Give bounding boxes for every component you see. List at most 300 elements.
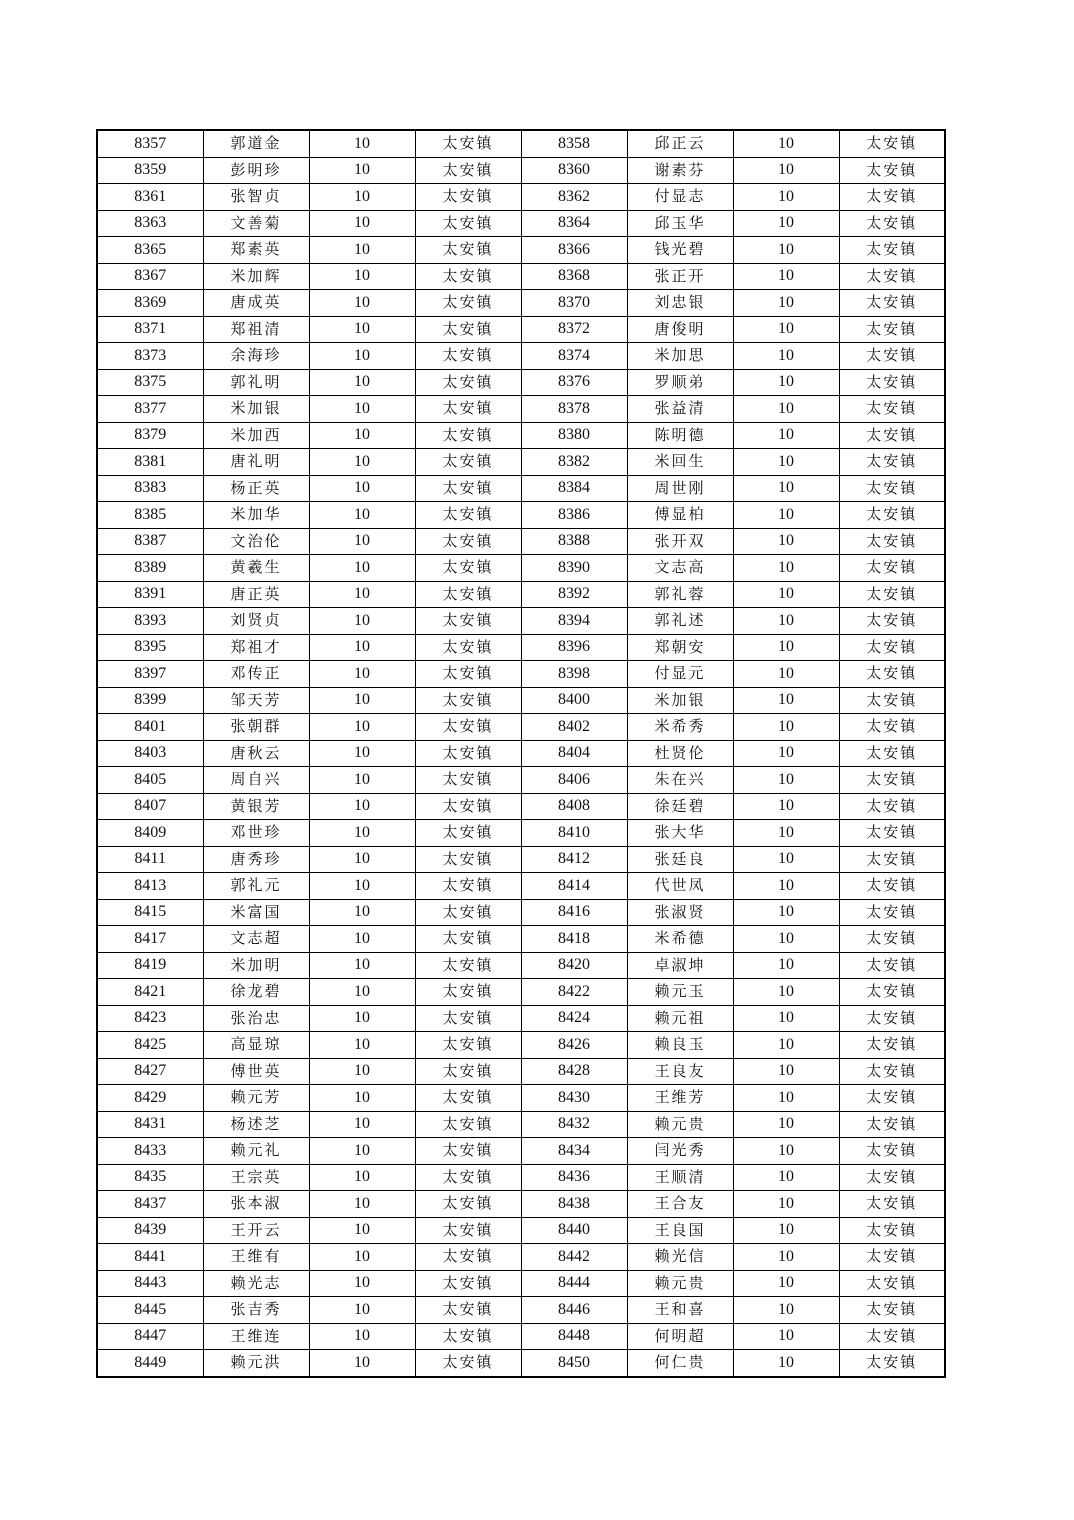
record-id-cell: 8448: [521, 1323, 627, 1350]
table-row: [97, 396, 945, 423]
amount-cell: 10: [309, 263, 415, 290]
record-id-cell: 8365: [97, 237, 203, 264]
table-row: [97, 740, 945, 767]
person-name-cell: 张治忠: [203, 1005, 309, 1032]
record-id-cell: 8402: [521, 714, 627, 741]
amount-cell: 10: [309, 1164, 415, 1191]
amount-cell: 10: [309, 820, 415, 847]
record-id-cell: 8389: [97, 555, 203, 582]
town-cell: 太安镇: [415, 767, 521, 794]
amount-cell: 10: [309, 237, 415, 264]
record-id-cell: 8370: [521, 290, 627, 317]
record-id-cell: 8390: [521, 555, 627, 582]
town-cell: 太安镇: [415, 528, 521, 555]
table-row: [97, 846, 945, 873]
record-id-cell: 8440: [521, 1217, 627, 1244]
table-row: [97, 1270, 945, 1297]
amount-cell: 10: [309, 979, 415, 1006]
record-id-cell: 8369: [97, 290, 203, 317]
record-id-cell: 8430: [521, 1085, 627, 1112]
person-name-cell: 唐正英: [203, 581, 309, 608]
amount-cell: 10: [733, 1244, 839, 1271]
person-name-cell: 王良国: [627, 1217, 733, 1244]
amount-cell: 10: [733, 846, 839, 873]
record-id-cell: 8386: [521, 502, 627, 529]
record-id-cell: 8423: [97, 1005, 203, 1032]
amount-cell: 10: [309, 396, 415, 423]
person-name-cell: 唐成英: [203, 290, 309, 317]
person-name-cell: 郑素英: [203, 237, 309, 264]
table-row: [97, 449, 945, 476]
record-id-cell: 8403: [97, 740, 203, 767]
record-id-cell: 8438: [521, 1191, 627, 1218]
town-cell: 太安镇: [839, 846, 945, 873]
person-name-cell: 王合友: [627, 1191, 733, 1218]
record-id-cell: 8433: [97, 1138, 203, 1165]
amount-cell: 10: [309, 555, 415, 582]
person-name-cell: 张淑贤: [627, 899, 733, 926]
record-id-cell: 8392: [521, 581, 627, 608]
record-id-cell: 8381: [97, 449, 203, 476]
table-row: [97, 1297, 945, 1324]
table-row: [97, 528, 945, 555]
town-cell: 太安镇: [415, 608, 521, 635]
town-cell: 太安镇: [415, 1058, 521, 1085]
town-cell: 太安镇: [415, 1350, 521, 1377]
table-row: [97, 1217, 945, 1244]
table-row: [97, 237, 945, 264]
table-row: [97, 369, 945, 396]
person-name-cell: 唐礼明: [203, 449, 309, 476]
person-name-cell: 文志超: [203, 926, 309, 953]
record-id-cell: 8404: [521, 740, 627, 767]
person-name-cell: 郑祖才: [203, 634, 309, 661]
town-cell: 太安镇: [415, 475, 521, 502]
amount-cell: 10: [733, 634, 839, 661]
town-cell: 太安镇: [839, 1058, 945, 1085]
town-cell: 太安镇: [839, 687, 945, 714]
record-id-cell: 8380: [521, 422, 627, 449]
town-cell: 太安镇: [839, 449, 945, 476]
person-name-cell: 赖元玉: [627, 979, 733, 1006]
town-cell: 太安镇: [415, 343, 521, 370]
town-cell: 太安镇: [839, 184, 945, 211]
record-id-cell: 8406: [521, 767, 627, 794]
person-name-cell: 刘贤贞: [203, 608, 309, 635]
town-cell: 太安镇: [839, 1138, 945, 1165]
person-name-cell: 张廷良: [627, 846, 733, 873]
record-id-cell: 8362: [521, 184, 627, 211]
amount-cell: 10: [733, 1297, 839, 1324]
town-cell: 太安镇: [839, 1350, 945, 1377]
record-id-cell: 8383: [97, 475, 203, 502]
person-name-cell: 米加思: [627, 343, 733, 370]
town-cell: 太安镇: [839, 1085, 945, 1112]
person-name-cell: 谢素芬: [627, 157, 733, 184]
table-row: [97, 290, 945, 317]
amount-cell: 10: [309, 1244, 415, 1271]
amount-cell: 10: [733, 820, 839, 847]
amount-cell: 10: [309, 846, 415, 873]
town-cell: 太安镇: [415, 1138, 521, 1165]
table-row: [97, 687, 945, 714]
person-name-cell: 何明超: [627, 1323, 733, 1350]
town-cell: 太安镇: [839, 767, 945, 794]
person-name-cell: 黄羲生: [203, 555, 309, 582]
town-cell: 太安镇: [839, 1297, 945, 1324]
record-id-cell: 8387: [97, 528, 203, 555]
amount-cell: 10: [733, 899, 839, 926]
person-name-cell: 王维有: [203, 1244, 309, 1271]
town-cell: 太安镇: [839, 581, 945, 608]
record-id-cell: 8396: [521, 634, 627, 661]
record-id-cell: 8401: [97, 714, 203, 741]
amount-cell: 10: [309, 1032, 415, 1059]
table-row: [97, 130, 945, 157]
amount-cell: 10: [309, 290, 415, 317]
amount-cell: 10: [733, 581, 839, 608]
record-id-cell: 8385: [97, 502, 203, 529]
amount-cell: 10: [733, 1350, 839, 1377]
record-id-cell: 8394: [521, 608, 627, 635]
person-name-cell: 文治伦: [203, 528, 309, 555]
person-name-cell: 周自兴: [203, 767, 309, 794]
amount-cell: 10: [309, 502, 415, 529]
table-row: [97, 820, 945, 847]
amount-cell: 10: [733, 1191, 839, 1218]
record-id-cell: 8371: [97, 316, 203, 343]
table-row: [97, 263, 945, 290]
person-name-cell: 张智贞: [203, 184, 309, 211]
table-row: [97, 502, 945, 529]
town-cell: 太安镇: [839, 1164, 945, 1191]
record-id-cell: 8439: [97, 1217, 203, 1244]
person-name-cell: 米希秀: [627, 714, 733, 741]
record-id-cell: 8361: [97, 184, 203, 211]
amount-cell: 10: [733, 210, 839, 237]
town-cell: 太安镇: [415, 1217, 521, 1244]
town-cell: 太安镇: [415, 979, 521, 1006]
record-id-cell: 8432: [521, 1111, 627, 1138]
table-row: [97, 157, 945, 184]
town-cell: 太安镇: [415, 290, 521, 317]
person-name-cell: 邱正云: [627, 130, 733, 157]
town-cell: 太安镇: [839, 1005, 945, 1032]
town-cell: 太安镇: [839, 475, 945, 502]
amount-cell: 10: [733, 263, 839, 290]
record-id-cell: 8376: [521, 369, 627, 396]
record-id-cell: 8447: [97, 1323, 203, 1350]
amount-cell: 10: [309, 714, 415, 741]
amount-cell: 10: [733, 1138, 839, 1165]
town-cell: 太安镇: [839, 290, 945, 317]
person-name-cell: 王顺清: [627, 1164, 733, 1191]
town-cell: 太安镇: [415, 899, 521, 926]
table-row: [97, 952, 945, 979]
town-cell: 太安镇: [415, 555, 521, 582]
person-name-cell: 米加银: [203, 396, 309, 423]
town-cell: 太安镇: [839, 952, 945, 979]
town-cell: 太安镇: [415, 130, 521, 157]
town-cell: 太安镇: [839, 979, 945, 1006]
person-name-cell: 赖元祖: [627, 1005, 733, 1032]
person-name-cell: 邹天芳: [203, 687, 309, 714]
person-name-cell: 朱在兴: [627, 767, 733, 794]
table-row: [97, 926, 945, 953]
person-name-cell: 郑祖清: [203, 316, 309, 343]
record-id-cell: 8420: [521, 952, 627, 979]
table-row: [97, 1085, 945, 1112]
person-name-cell: 高显琼: [203, 1032, 309, 1059]
amount-cell: 10: [733, 130, 839, 157]
record-id-cell: 8446: [521, 1297, 627, 1324]
table-row: [97, 422, 945, 449]
town-cell: 太安镇: [839, 1032, 945, 1059]
record-id-cell: 8399: [97, 687, 203, 714]
amount-cell: 10: [733, 767, 839, 794]
amount-cell: 10: [309, 369, 415, 396]
table-row: [97, 767, 945, 794]
amount-cell: 10: [309, 343, 415, 370]
town-cell: 太安镇: [415, 661, 521, 688]
person-name-cell: 赖元贵: [627, 1111, 733, 1138]
person-name-cell: 王开云: [203, 1217, 309, 1244]
amount-cell: 10: [733, 396, 839, 423]
town-cell: 太安镇: [415, 316, 521, 343]
record-id-cell: 8388: [521, 528, 627, 555]
person-name-cell: 邓传正: [203, 661, 309, 688]
person-name-cell: 闫光秀: [627, 1138, 733, 1165]
record-id-cell: 8391: [97, 581, 203, 608]
record-id-cell: 8445: [97, 1297, 203, 1324]
town-cell: 太安镇: [415, 210, 521, 237]
town-cell: 太安镇: [839, 237, 945, 264]
town-cell: 太安镇: [415, 740, 521, 767]
amount-cell: 10: [309, 130, 415, 157]
amount-cell: 10: [309, 581, 415, 608]
town-cell: 太安镇: [415, 1111, 521, 1138]
amount-cell: 10: [733, 1217, 839, 1244]
person-name-cell: 杜贤伦: [627, 740, 733, 767]
record-id-cell: 8435: [97, 1164, 203, 1191]
amount-cell: 10: [309, 899, 415, 926]
town-cell: 太安镇: [839, 820, 945, 847]
person-name-cell: 王维连: [203, 1323, 309, 1350]
table-row: [97, 184, 945, 211]
amount-cell: 10: [309, 661, 415, 688]
person-name-cell: 代世凤: [627, 873, 733, 900]
table-row: [97, 1191, 945, 1218]
record-id-cell: 8384: [521, 475, 627, 502]
town-cell: 太安镇: [415, 1323, 521, 1350]
amount-cell: 10: [733, 1058, 839, 1085]
amount-cell: 10: [309, 1111, 415, 1138]
amount-cell: 10: [309, 1005, 415, 1032]
table-row: [97, 1005, 945, 1032]
amount-cell: 10: [309, 608, 415, 635]
record-id-cell: 8426: [521, 1032, 627, 1059]
person-name-cell: 徐龙碧: [203, 979, 309, 1006]
record-id-cell: 8366: [521, 237, 627, 264]
person-name-cell: 米希德: [627, 926, 733, 953]
town-cell: 太安镇: [839, 157, 945, 184]
roster-body: [97, 130, 945, 1377]
person-name-cell: 赖光志: [203, 1270, 309, 1297]
amount-cell: 10: [733, 793, 839, 820]
amount-cell: 10: [309, 687, 415, 714]
person-name-cell: 米加银: [627, 687, 733, 714]
amount-cell: 10: [733, 1323, 839, 1350]
table-row: [97, 1350, 945, 1377]
person-name-cell: 米富国: [203, 899, 309, 926]
record-id-cell: 8407: [97, 793, 203, 820]
person-name-cell: 郭礼明: [203, 369, 309, 396]
person-name-cell: 徐廷碧: [627, 793, 733, 820]
person-name-cell: 张大华: [627, 820, 733, 847]
person-name-cell: 唐秀珍: [203, 846, 309, 873]
town-cell: 太安镇: [415, 1297, 521, 1324]
record-id-cell: 8363: [97, 210, 203, 237]
person-name-cell: 彭明珍: [203, 157, 309, 184]
roster-table: [96, 129, 946, 1378]
record-id-cell: 8368: [521, 263, 627, 290]
amount-cell: 10: [733, 1111, 839, 1138]
town-cell: 太安镇: [839, 316, 945, 343]
amount-cell: 10: [309, 1138, 415, 1165]
town-cell: 太安镇: [839, 369, 945, 396]
amount-cell: 10: [309, 1058, 415, 1085]
town-cell: 太安镇: [415, 714, 521, 741]
amount-cell: 10: [309, 184, 415, 211]
person-name-cell: 王维芳: [627, 1085, 733, 1112]
record-id-cell: 8444: [521, 1270, 627, 1297]
table-row: [97, 608, 945, 635]
record-id-cell: 8408: [521, 793, 627, 820]
amount-cell: 10: [733, 237, 839, 264]
amount-cell: 10: [733, 661, 839, 688]
record-id-cell: 8398: [521, 661, 627, 688]
person-name-cell: 何仁贵: [627, 1350, 733, 1377]
record-id-cell: 8360: [521, 157, 627, 184]
amount-cell: 10: [309, 1191, 415, 1218]
record-id-cell: 8427: [97, 1058, 203, 1085]
table-row: [97, 210, 945, 237]
amount-cell: 10: [733, 528, 839, 555]
record-id-cell: 8400: [521, 687, 627, 714]
town-cell: 太安镇: [415, 1005, 521, 1032]
town-cell: 太安镇: [839, 1270, 945, 1297]
town-cell: 太安镇: [415, 1270, 521, 1297]
person-name-cell: 陈明德: [627, 422, 733, 449]
record-id-cell: 8437: [97, 1191, 203, 1218]
town-cell: 太安镇: [415, 184, 521, 211]
record-id-cell: 8449: [97, 1350, 203, 1377]
town-cell: 太安镇: [839, 502, 945, 529]
person-name-cell: 王和喜: [627, 1297, 733, 1324]
person-name-cell: 傅显柏: [627, 502, 733, 529]
town-cell: 太安镇: [415, 396, 521, 423]
town-cell: 太安镇: [415, 793, 521, 820]
record-id-cell: 8364: [521, 210, 627, 237]
amount-cell: 10: [309, 210, 415, 237]
table-row: [97, 1111, 945, 1138]
person-name-cell: 赖光信: [627, 1244, 733, 1271]
amount-cell: 10: [309, 316, 415, 343]
table-row: [97, 661, 945, 688]
amount-cell: 10: [309, 475, 415, 502]
person-name-cell: 米加明: [203, 952, 309, 979]
person-name-cell: 钱光碧: [627, 237, 733, 264]
amount-cell: 10: [309, 422, 415, 449]
town-cell: 太安镇: [839, 634, 945, 661]
town-cell: 太安镇: [415, 926, 521, 953]
town-cell: 太安镇: [839, 793, 945, 820]
record-id-cell: 8405: [97, 767, 203, 794]
town-cell: 太安镇: [415, 687, 521, 714]
person-name-cell: 邓世珍: [203, 820, 309, 847]
record-id-cell: 8373: [97, 343, 203, 370]
record-id-cell: 8359: [97, 157, 203, 184]
record-id-cell: 8415: [97, 899, 203, 926]
amount-cell: 10: [309, 873, 415, 900]
record-id-cell: 8431: [97, 1111, 203, 1138]
person-name-cell: 郭道金: [203, 130, 309, 157]
amount-cell: 10: [309, 157, 415, 184]
town-cell: 太安镇: [415, 634, 521, 661]
record-id-cell: 8416: [521, 899, 627, 926]
town-cell: 太安镇: [415, 873, 521, 900]
record-id-cell: 8418: [521, 926, 627, 953]
amount-cell: 10: [309, 952, 415, 979]
amount-cell: 10: [733, 1085, 839, 1112]
person-name-cell: 卓淑坤: [627, 952, 733, 979]
record-id-cell: 8374: [521, 343, 627, 370]
town-cell: 太安镇: [415, 952, 521, 979]
table-row: [97, 714, 945, 741]
town-cell: 太安镇: [839, 396, 945, 423]
town-cell: 太安镇: [839, 263, 945, 290]
person-name-cell: 周世刚: [627, 475, 733, 502]
record-id-cell: 8412: [521, 846, 627, 873]
record-id-cell: 8375: [97, 369, 203, 396]
person-name-cell: 张本淑: [203, 1191, 309, 1218]
amount-cell: 10: [733, 502, 839, 529]
amount-cell: 10: [733, 184, 839, 211]
record-id-cell: 8367: [97, 263, 203, 290]
person-name-cell: 黄银芳: [203, 793, 309, 820]
record-id-cell: 8413: [97, 873, 203, 900]
record-id-cell: 8379: [97, 422, 203, 449]
person-name-cell: 郭礼元: [203, 873, 309, 900]
amount-cell: 10: [733, 687, 839, 714]
person-name-cell: 邱玉华: [627, 210, 733, 237]
person-name-cell: 付显元: [627, 661, 733, 688]
table-row: [97, 979, 945, 1006]
person-name-cell: 郭礼蓉: [627, 581, 733, 608]
amount-cell: 10: [733, 1005, 839, 1032]
person-name-cell: 杨正英: [203, 475, 309, 502]
person-name-cell: 米加华: [203, 502, 309, 529]
record-id-cell: 8409: [97, 820, 203, 847]
table-row: [97, 634, 945, 661]
town-cell: 太安镇: [415, 422, 521, 449]
town-cell: 太安镇: [415, 1244, 521, 1271]
town-cell: 太安镇: [839, 1111, 945, 1138]
amount-cell: 10: [309, 634, 415, 661]
amount-cell: 10: [733, 1164, 839, 1191]
person-name-cell: 傅世英: [203, 1058, 309, 1085]
amount-cell: 10: [733, 555, 839, 582]
